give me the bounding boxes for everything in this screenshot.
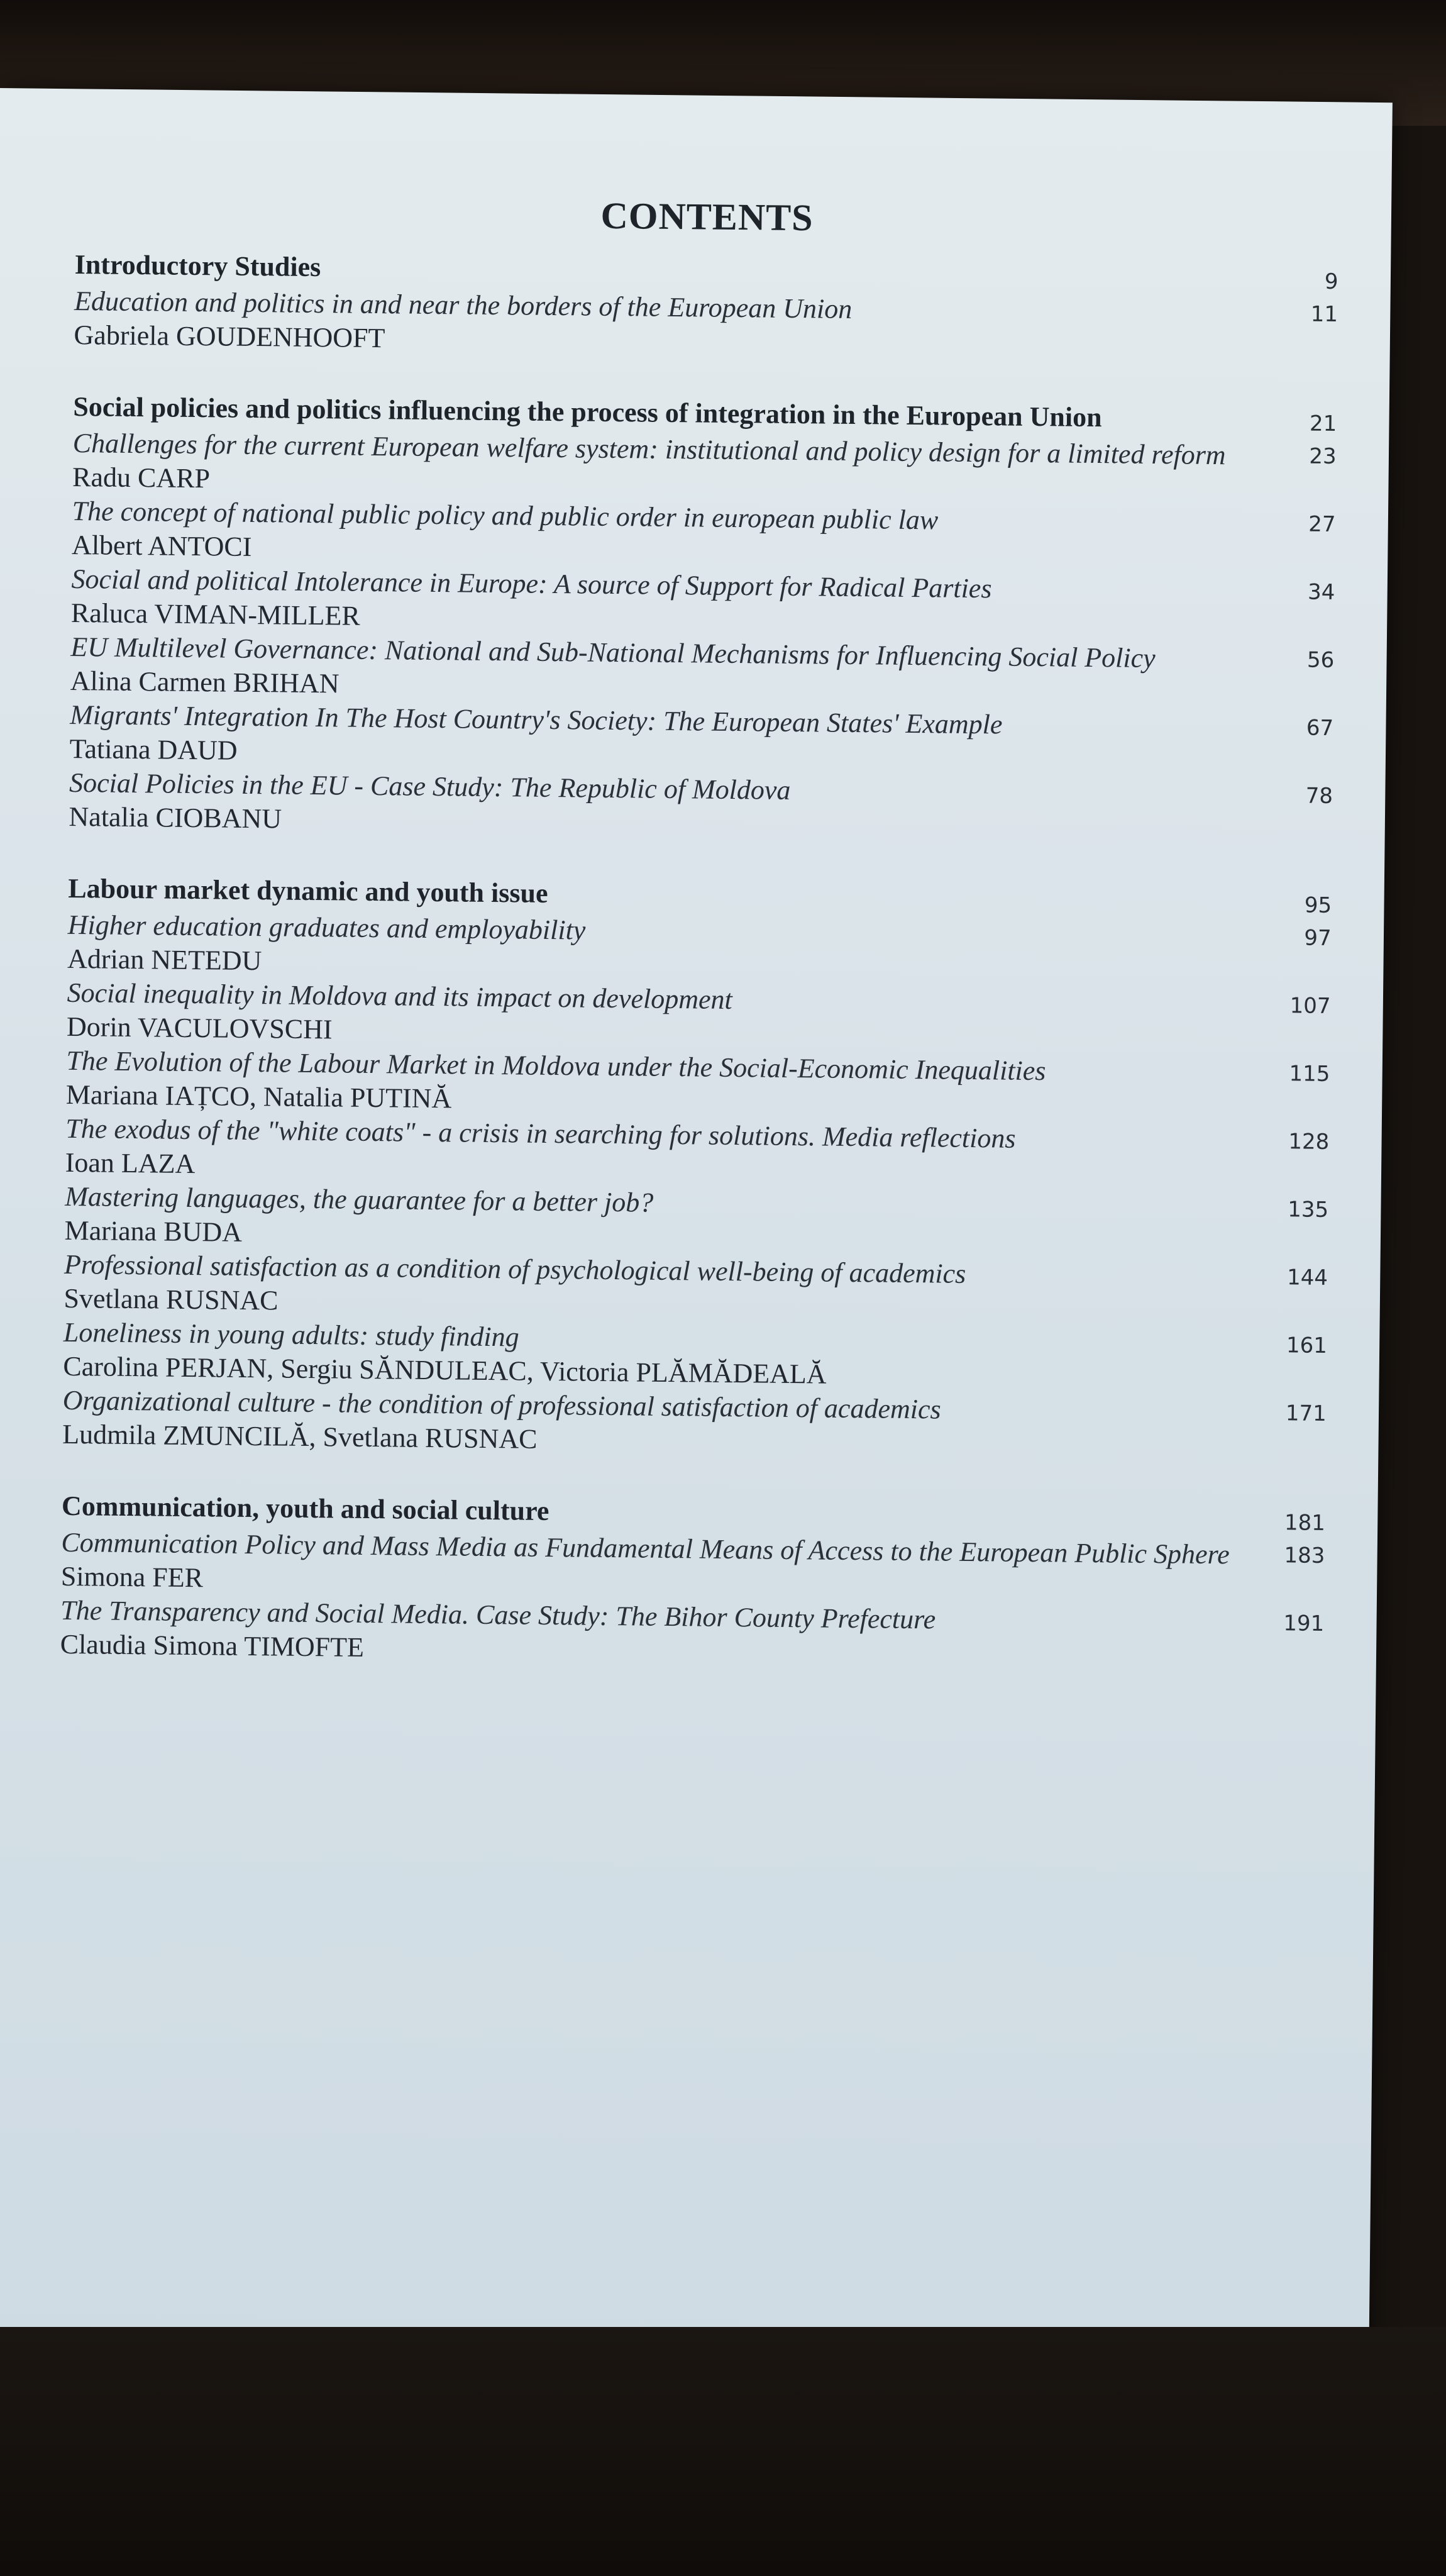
entry-title: Social Policies in the EU - Case Study: The Republic of Moldova	[69, 767, 791, 806]
entry-author: Gabriela GOUDENHOOFT	[74, 319, 385, 354]
entry-title: The Evolution of the Labour Market in Moldova under the Social-Economic Inequalities	[66, 1045, 1046, 1087]
entry-page-number: 107	[1289, 993, 1331, 1019]
entry-title: Organizational culture - the condition of professional satisfaction of academics	[62, 1384, 941, 1425]
contents-section	[69, 391, 1337, 848]
entry-title: Challenges for the current European welfare system: institutional and policy design for a limited reform	[72, 427, 1226, 471]
entry-title: Communication Policy and Mass Media as Fundamental Means of Access to the European Public Sphere	[61, 1526, 1230, 1570]
contents-entry	[64, 1180, 1328, 1262]
contents-entry	[61, 1526, 1325, 1607]
entry-author: Raluca VIMAN-MILLER	[70, 597, 361, 631]
entry-author: Radu CARP	[72, 461, 211, 494]
contents-entry	[72, 495, 1336, 576]
entry-page-number: 171	[1285, 1401, 1327, 1426]
entry-title: Education and politics in and near the borders of the European Union	[74, 285, 853, 325]
desk-background-bottom	[0, 2327, 1446, 2576]
contents-entry	[67, 977, 1331, 1058]
contents-entry	[67, 909, 1332, 990]
contents-entry	[69, 767, 1333, 848]
contents-entry	[72, 427, 1337, 508]
entry-author: Ioan LAZA	[65, 1146, 196, 1180]
contents-entry	[71, 563, 1335, 644]
entry-author: Albert ANTOCI	[71, 529, 252, 562]
section-title: Communication, youth and social culture	[61, 1490, 549, 1527]
contents-entry	[62, 1384, 1327, 1465]
entry-page-number: 135	[1287, 1197, 1329, 1223]
entry-page-number: 115	[1289, 1061, 1330, 1087]
entry-page-number: 23	[1309, 443, 1337, 470]
entry-author: Simona FER	[60, 1560, 204, 1594]
entry-page-number: 191	[1283, 1611, 1325, 1636]
entry-page-number: 161	[1286, 1333, 1328, 1358]
contents-entry	[65, 1113, 1329, 1194]
entry-author: Adrian NETEDU	[67, 943, 262, 977]
entry-page-number: 67	[1306, 715, 1334, 741]
entry-title: The Transparency and Social Media. Case Study: The Bihor County Prefecture	[60, 1594, 936, 1635]
section-page-number: 181	[1284, 1510, 1326, 1536]
table-of-contents	[60, 189, 1339, 1713]
entry-author: Tatiana DAUD	[69, 733, 238, 766]
entry-title: The exodus of the "white coats" - a crisis in searching for solutions. Media reflections	[65, 1113, 1016, 1154]
entry-author: Alina Carmen BRIHAN	[70, 665, 339, 699]
entry-author: Mariana BUDA	[64, 1214, 243, 1248]
contents-entry	[69, 699, 1333, 780]
contents-sections	[60, 248, 1338, 1675]
section-page-number: 95	[1304, 892, 1332, 918]
contents-section	[60, 1490, 1325, 1675]
section-page-number: 21	[1309, 411, 1337, 437]
entry-page-number: 78	[1305, 783, 1333, 809]
entry-title: Social inequality in Moldova and its impact on development	[67, 977, 733, 1016]
entry-page-number: 27	[1308, 511, 1336, 538]
entry-page-number: 34	[1307, 579, 1335, 606]
contents-heading: CONTENTS	[600, 194, 814, 239]
entry-author: Svetlana RUSNAC	[63, 1282, 279, 1316]
entry-page-number: 56	[1306, 647, 1335, 674]
entry-page-number: 11	[1310, 301, 1338, 328]
entry-author: Ludmila ZMUNCILĂ, Svetlana RUSNAC	[62, 1418, 538, 1455]
contents-entry	[74, 285, 1338, 366]
entry-title: Migrants' Integration In The Host Country's Society: The European States' Example	[69, 699, 1003, 740]
entry-title: Higher education graduates and employability	[67, 909, 586, 946]
entry-author: Carolina PERJAN, Sergiu SĂNDULEAC, Victoria PLĂMĂDEALĂ	[63, 1350, 827, 1390]
contents-entry	[66, 1045, 1330, 1126]
entry-title: Social and political Intolerance in Europe: A source of Support for Radical Parties	[71, 563, 992, 604]
section-title: Introductory Studies	[74, 248, 321, 283]
contents-entry	[63, 1248, 1328, 1330]
entry-page-number: 183	[1284, 1543, 1325, 1568]
contents-entry	[60, 1594, 1324, 1675]
entry-page-number: 128	[1288, 1129, 1330, 1155]
entry-title: The concept of national public policy and public order in european public law	[72, 495, 939, 536]
contents-entry	[70, 631, 1335, 712]
entry-page-number: 97	[1304, 925, 1332, 951]
section-page-number: 9	[1324, 269, 1338, 295]
entry-author: Claudia Simona TIMOFTE	[60, 1628, 365, 1663]
contents-section	[74, 248, 1338, 366]
entry-author: Dorin VACULOVSCHI	[66, 1011, 333, 1045]
entry-title: Mastering languages, the guarantee for a better job?	[64, 1180, 654, 1218]
entry-title: Loneliness in young adults: study finding	[63, 1316, 519, 1353]
entry-page-number: 144	[1286, 1265, 1328, 1291]
entry-title: Professional satisfaction as a condition of psychological well-being of academics	[63, 1248, 966, 1289]
entry-author: Natalia CIOBANU	[69, 801, 282, 835]
contents-section	[62, 872, 1332, 1465]
entry-author: Mariana IAȚCO, Natalia PUTINĂ	[65, 1079, 452, 1114]
contents-entry	[63, 1316, 1327, 1397]
section-title: Labour market dynamic and youth issue	[68, 872, 548, 909]
entry-title: EU Multilevel Governance: National and Sub-National Mechanisms for Influencing Social Policy	[70, 631, 1156, 674]
section-title: Social policies and politics influencing the process of integration in the European Union	[73, 391, 1102, 433]
